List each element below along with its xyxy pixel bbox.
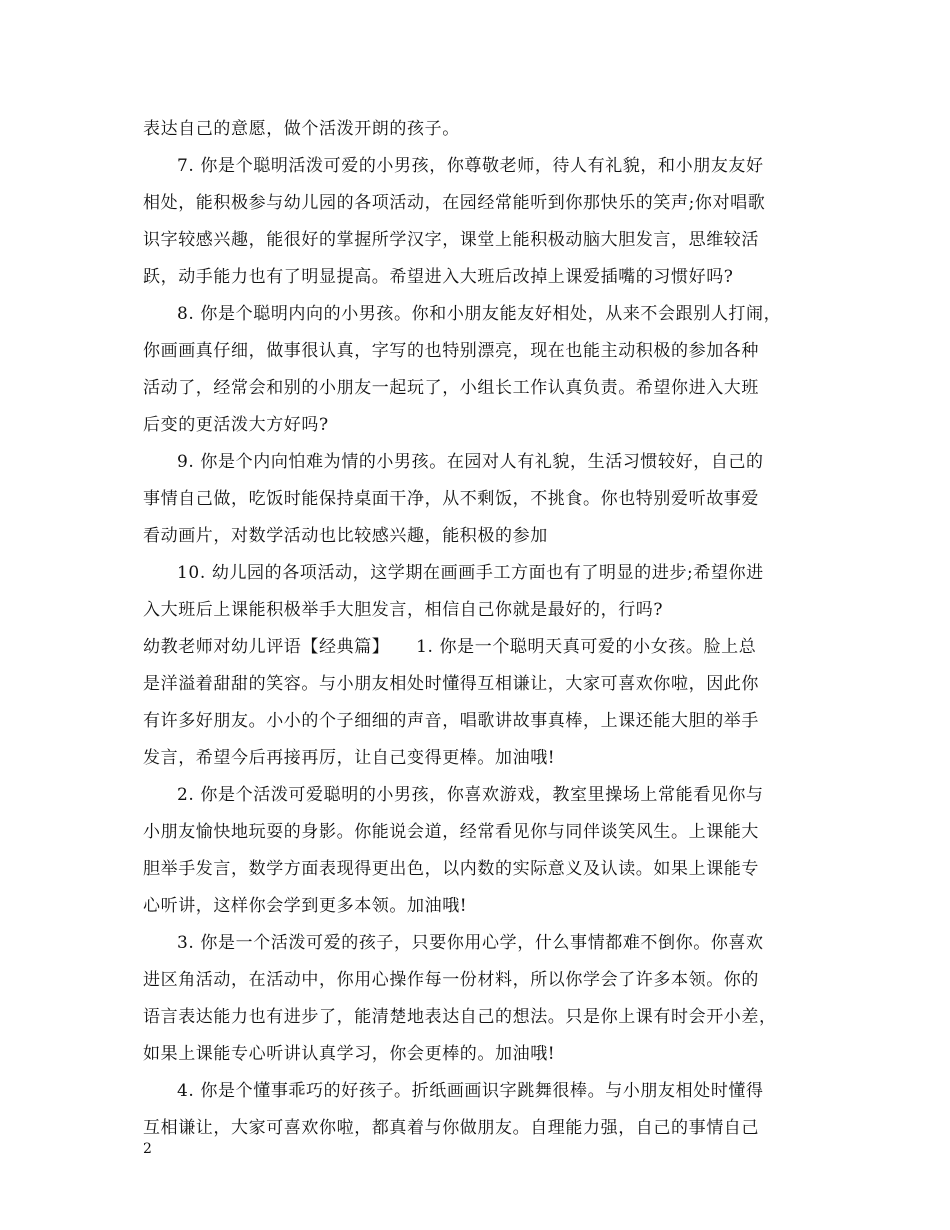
text-line: 10. 幼儿园的各项活动，这学期在画画手工方面也有了明显的进步;希望你进 [177, 563, 764, 583]
text-line: 表达自己的意愿，做个活泼开朗的孩子。 [143, 119, 460, 139]
text-line: 2. 你是个活泼可爱聪明的小男孩，你喜欢游戏，教室里操场上常能看见你与 [177, 785, 764, 805]
text-line: 发言，希望今后再接再厉，让自己变得更棒。加油哦! [143, 748, 556, 768]
text-line: 9. 你是个内向怕难为情的小男孩。在园对人有礼貌，生活习惯较好，自己的 [177, 452, 764, 472]
text-line: 相处，能积极参与幼儿园的各项活动，在园经常能听到你那快乐的笑声;你对唱歌 [143, 193, 766, 213]
text-line: 事情自己做，吃饭时能保持桌面干净，从不剩饭，不挑食。你也特别爱听故事爱 [143, 489, 759, 509]
text-line: 8. 你是个聪明内向的小男孩。你和小朋友能友好相处，从来不会跟别人打闹， [177, 304, 782, 324]
text-line: 7. 你是个聪明活泼可爱的小男孩，你尊敬老师，待人有礼貌，和小朋友友好 [177, 156, 764, 176]
text-line: 是洋溢着甜甜的笑容。与小朋友相处时懂得互相谦让，大家可喜欢你啦，因此你 [143, 674, 759, 694]
text-line: 胆举手发言，数学方面表现得更出色，以内数的实际意义及认读。如果上课能专 [143, 859, 759, 879]
text-line: 小朋友愉快地玩耍的身影。你能说会道，经常看见你与同伴谈笑风生。上课能大 [143, 822, 759, 842]
text-line: 活动了，经常会和别的小朋友一起玩了，小组长工作认真负责。希望你进入大班 [143, 378, 759, 398]
text-line: 有许多好朋友。小小的个子细细的声音，唱歌讲故事真棒，上课还能大胆的举手 [143, 711, 759, 731]
text-line: 看动画片，对数学活动也比较感兴趣，能积极的参加 [143, 526, 548, 546]
text-line: 语言表达能力也有进步了，能清楚地表达自己的想法。只是你上课有时会开小差， [143, 1007, 777, 1027]
text-line: 4. 你是个懂事乖巧的好孩子。折纸画画识字跳舞很棒。与小朋友相处时懂得 [177, 1081, 764, 1101]
text-line: 识字较感兴趣，能很好的掌握所学汉字，课堂上能积极动脑大胆发言，思维较活 [143, 230, 759, 250]
text-line: 跃，动手能力也有了明显提高。希望进入大班后改掉上课爱插嘴的习惯好吗? [143, 267, 734, 287]
text-line: 幼教老师对幼儿评语【经典篇】 1. 你是一个聪明天真可爱的小女孩。脸上总 [143, 637, 757, 657]
text-line: 心听讲，这样你会学到更多本领。加油哦! [143, 896, 468, 916]
text-line: 3. 你是一个活泼可爱的孩子，只要你用心学，什么事情都难不倒你。你喜欢 [177, 933, 764, 953]
text-line: 后变的更活泼大方好吗? [143, 415, 329, 435]
text-line: 你画画真仔细，做事很认真，字写的也特别漂亮，现在也能主动积极的参加各种 [143, 341, 759, 361]
text-line: 入大班后上课能积极举手大胆发言，相信自己你就是最好的，行吗? [143, 600, 664, 620]
page-number: 2 [143, 1141, 152, 1157]
text-line: 进区角活动，在活动中，你用心操作每一份材料，所以你学会了许多本领。你的 [143, 970, 759, 990]
text-line: 互相谦让，大家可喜欢你啦，都真着与你做朋友。自理能力强，自己的事情自己 [143, 1118, 759, 1138]
text-line: 如果上课能专心听讲认真学习，你会更棒的。加油哦! [143, 1044, 556, 1064]
